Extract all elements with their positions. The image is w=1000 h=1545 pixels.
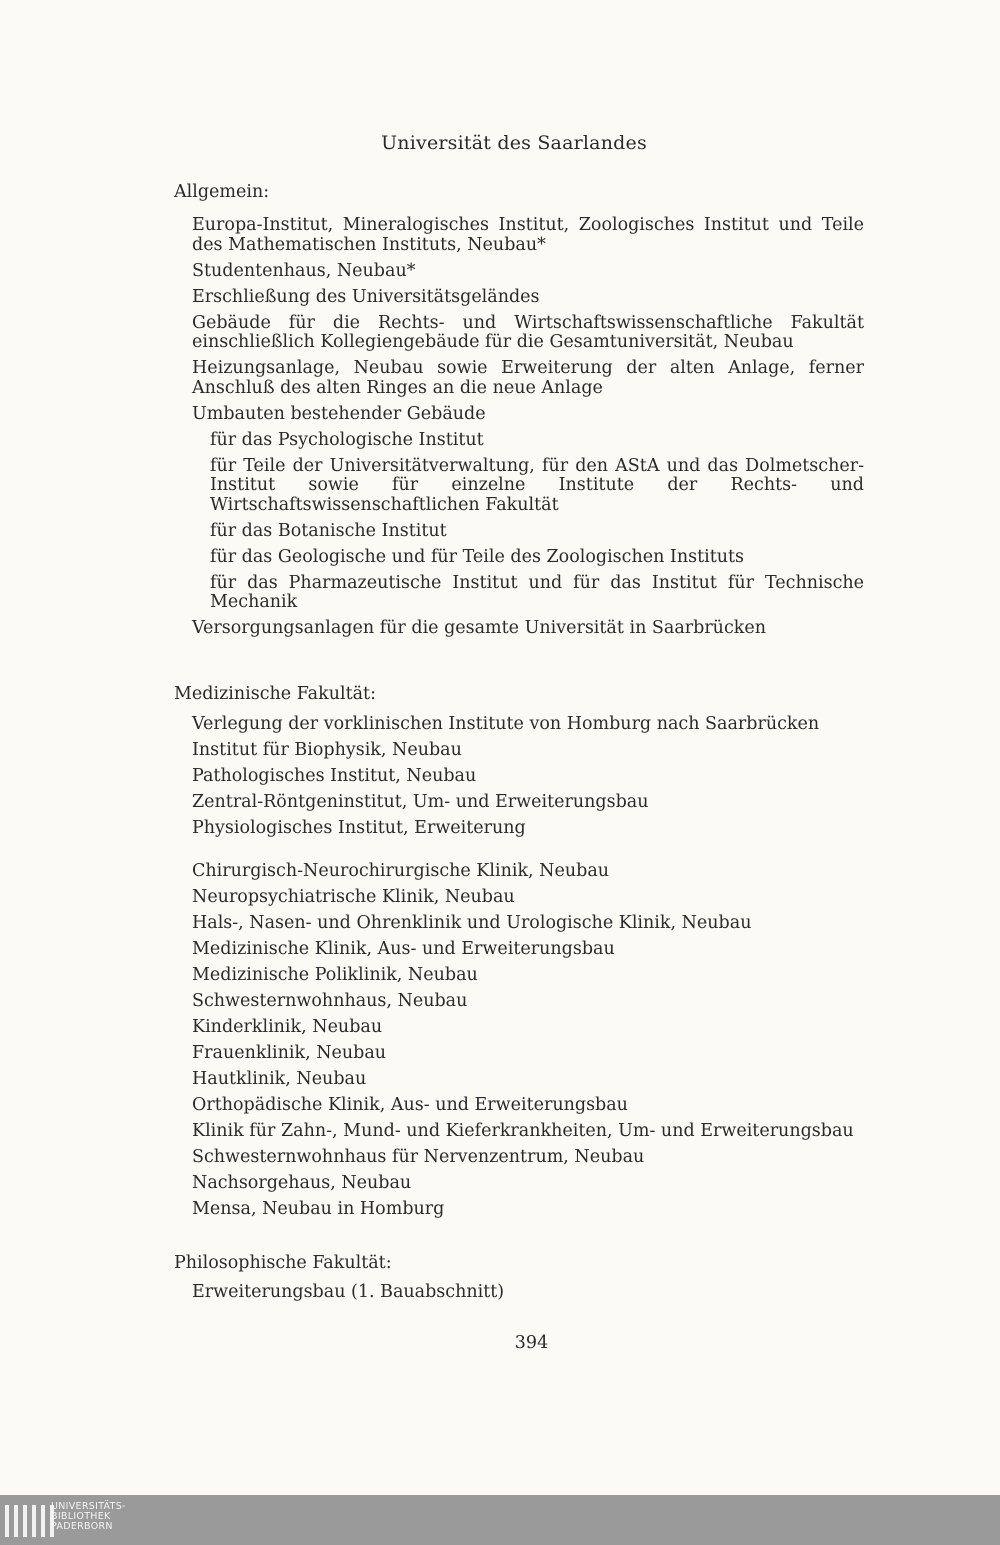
library-name [51, 1502, 126, 1532]
sub-list-item: für das Pharmazeutische Institut und für das Institut für Technische Mechanik [210, 572, 864, 612]
page-title: Universität des Saarlandes [381, 132, 647, 154]
list-item: Medizinische Klinik, Aus- und Erweiterungsbau [192, 938, 615, 959]
list-item: Medizinische Poliklinik, Neubau [192, 964, 478, 985]
library-logo-icon [5, 1505, 54, 1537]
sub-list-item: für Teile der Universitätverwaltung, für den AStA und das Dolmetscher-Institut sowie für einzelne Institute der Rechts- und Wirtschaftswissenschaftlichen Fakultät [210, 455, 864, 515]
section-heading-allgemein: Allgemein: [174, 182, 270, 202]
list-item: Institut für Biophysik, Neubau [192, 740, 462, 760]
list-item: Klinik für Zahn-, Mund- und Kieferkrankheiten, Um- und Erweiterungsbau [192, 1120, 854, 1141]
list-item: Studentenhaus, Neubau* [192, 260, 416, 281]
list-item: Heizungsanlage, Neubau sowie Erweiterung der alten Anlage, ferner Anschluß des alten Ringes an die neue Anlage [192, 358, 864, 398]
list-item: Orthopädische Klinik, Aus- und Erweiterungsbau [192, 1094, 628, 1115]
list-item: Europa-Institut, Mineralogisches Institut, Zoologisches Institut und Teile des Mathematischen Instituts, Neubau* [192, 215, 864, 255]
page-number: 394 [514, 1333, 549, 1353]
list-item: Pathologisches Institut, Neubau [192, 766, 477, 786]
sub-list-item: für das Botanische Institut [210, 520, 447, 541]
list-item: Versorgungsanlagen für die gesamte Universität in Saarbrücken [192, 618, 766, 638]
list-item: Schwesternwohnhaus für Nervenzentrum, Neubau [192, 1146, 645, 1167]
library-name-line1: UNIVERSITÄTS- [51, 1501, 126, 1512]
list-item: Hals-, Nasen- und Ohrenklinik und Urologische Klinik, Neubau [192, 912, 752, 933]
list-item: Mensa, Neubau in Homburg [192, 1198, 445, 1219]
list-item: Physiologisches Institut, Erweiterung [192, 818, 526, 838]
list-item: Verlegung der vorklinischen Institute von Homburg nach Saarbrücken [192, 714, 820, 734]
section-medizin [174, 683, 864, 1219]
section-heading-philosophie: Philosophische Fakultät: [174, 1253, 392, 1273]
library-footer-bar [0, 1495, 1000, 1545]
list-item: Kinderklinik, Neubau [192, 1016, 383, 1037]
list-item: Umbauten bestehender Gebäude [192, 403, 486, 424]
list-item: Frauenklinik, Neubau [192, 1042, 387, 1063]
list-item: Chirurgisch-Neurochirurgische Klinik, Neubau [192, 860, 610, 881]
library-name-line2: BIBLIOTHEK [51, 1511, 111, 1522]
list-item: Schwesternwohnhaus, Neubau [192, 990, 468, 1011]
section-philosophie [174, 1252, 864, 1303]
list-item: Nachsorgehaus, Neubau [192, 1172, 412, 1193]
list-item: Zentral-Röntgeninstitut, Um- und Erweiterungsbau [192, 792, 649, 812]
list-item: Neuropsychiatrische Klinik, Neubau [192, 886, 515, 907]
philosophie-list [174, 1283, 864, 1303]
list-item: Erschließung des Universitätsgeländes [192, 286, 540, 307]
list-item: Hautklinik, Neubau [192, 1068, 367, 1089]
section-heading-medizin: Medizinische Fakultät: [174, 684, 376, 704]
sub-list-item: für das Psychologische Institut [210, 429, 484, 450]
section-allgemein [174, 181, 864, 639]
list-item: Erweiterungsbau (1. Bauabschnitt) [192, 1282, 505, 1302]
sub-list-item: für das Geologische und für Teile des Zoologischen Instituts [210, 546, 745, 567]
library-name-line3: PADERBORN [51, 1521, 113, 1532]
medizin-list [174, 715, 864, 1219]
list-item: Gebäude für die Rechts- und Wirtschaftswissenschaftliche Fakultät einschließlich Kollegiengebäude für die Gesamtuniversität, Neubau [192, 312, 864, 352]
allgemein-list [174, 216, 864, 639]
